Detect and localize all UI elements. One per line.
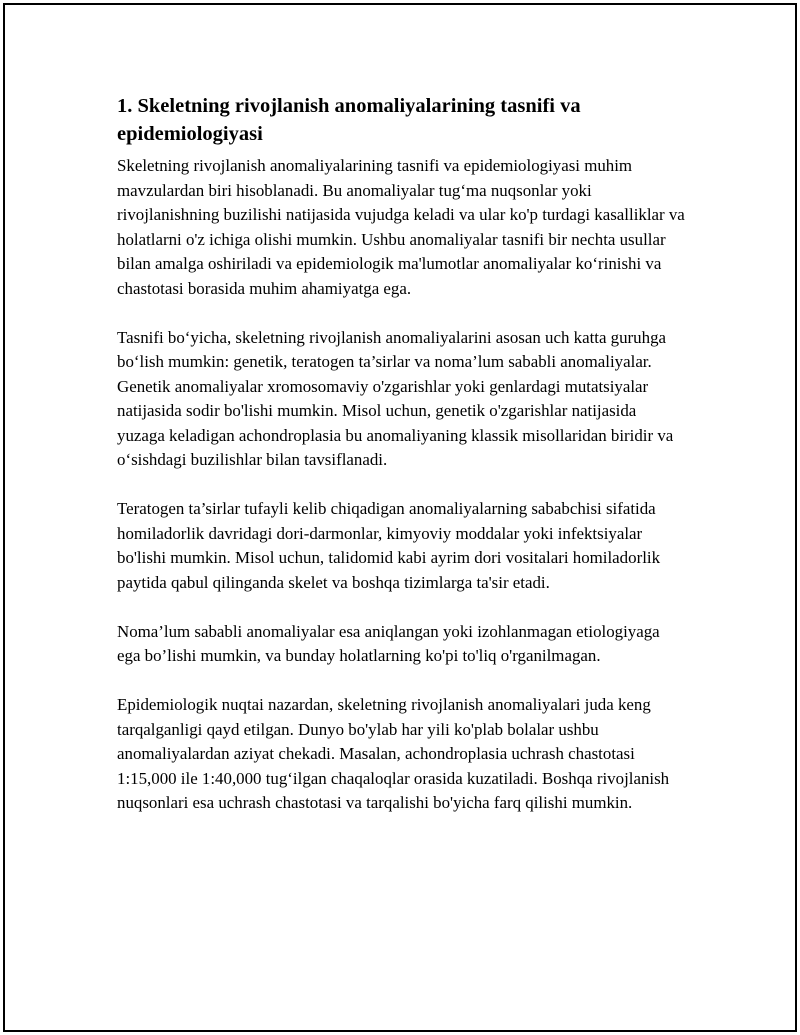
paragraph-3: Teratogen ta’sirlar tufayli kelib chiqadigan anomaliyalarning sababchisi sifatida homiladorlik davridagi dori-darmonlar, kimyoviy moddalar yoki infektsiyalar bo'lishi mumkin. Misol uchun, talidomid kabi ayrim dori vositalari homiladorlik paytida qabul qilinganda skelet va boshqa tizimlarga ta'sir etadi. bbox=[117, 499, 661, 592]
paragraph-1: Skeletning rivojlanish anomaliyalarining tasnifi va epidemiologiyasi muhim mavzulardan biri hisoblanadi. Bu anomaliyalar tug‘ma nuqsonlar yoki rivojlanishning buzilishi natijasida vujudga keladi va ular ko'p turdagi kasalliklar va holatlarni o'z ichiga olishi mumkin. Ushbu anomaliyalar tasnifi bir nechta usullar bilan amalga oshiriladi va epidemiologik ma'lumotlar anomaliyalar ko‘rinishi va chastotasi borasida muhim ahamiyatga ega. bbox=[117, 156, 685, 298]
document-body bbox=[117, 92, 687, 816]
paragraph-4: Noma’lum sababli anomaliyalar esa aniqlangan yoki izohlanmagan etiologiyaga ega bo’lishi mumkin, va bunday holatlarning ko'pi to'liq o'rganilmagan. bbox=[117, 621, 660, 665]
paragraph-2: Tasnifi bo‘yicha, skeletning rivojlanish anomaliyalarini asosan uch katta guruhga bo‘lish mumkin: genetik, teratogen ta’sirlar va noma’lum sababli anomaliyalar. Genetik anomaliyalar xromosomaviy o'zgarishlar yoki genlardagi mutatsiyalar natijasida sodir bo'lishi mumkin. Misol uchun, genetik o'zgarishlar natijasida yuzaga keladigan achondroplasia bu anomaliyaning klassik misollaridan biridir va o‘sishdagi buzilishlar bilan tavsiflanadi. bbox=[117, 327, 674, 469]
paragraph-5: Epidemiologik nuqtai nazardan, skeletning rivojlanish anomaliyalari juda keng tarqalganligi qayd etilgan. Dunyo bo'ylab har yili ko'plab bolalar ushbu anomaliyalardan aziyat chekadi. Masalan, achondroplasia uchrash chastotasi 1:15,000 ile 1:40,000 tug‘ilgan chaqaloqlar orasida kuzatiladi. Boshqa rivojlanish nuqsonlari esa uchrash chastotasi va tarqalishi bo'yicha farq qilishi mumkin. bbox=[117, 695, 670, 812]
section-heading: 1. Skeletning rivojlanish anomaliyalarining tasnifi va epidemiologiyasi bbox=[117, 95, 581, 145]
